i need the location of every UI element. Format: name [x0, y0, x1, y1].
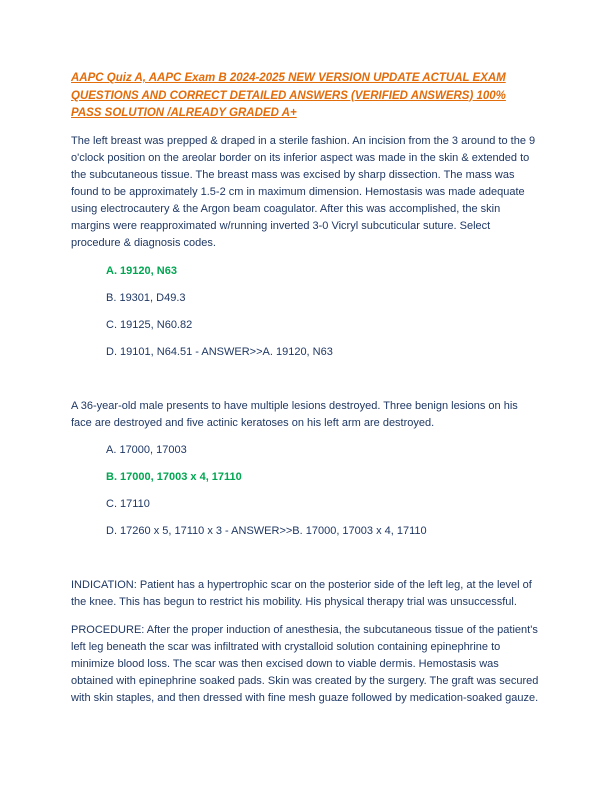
question-2-option-d: D. 17260 x 5, 17110 x 3 - ANSWER>>B. 17000, 17003 x 4, 17110 [106, 525, 427, 537]
question-1-text: The left breast was prepped & draped in a sterile fashion. An incision from the 3 around to the 9 o'clock position on the areolar border on its inferior aspect was made in the skin & extended to the subcutaneous tissue. The breast mass was excised by sharp dissection. The mass was found to be approximately 1.5-2 cm in maximum dimension. Hemostasis was made adequate using electrocautery & the Argon beam coagulator. After this was accomplished, the skin margins were reapproximated w/running inverted 3-0 Vicryl subcuticular suture. Select procedure & diagnosis codes. [71, 135, 536, 249]
question-1-option-c: C. 19125, N60.82 [106, 319, 193, 331]
question-1-option-d: D. 19101, N64.51 - ANSWER>>A. 19120, N63 [106, 346, 333, 358]
question-2-text: A 36-year-old male presents to have multiple lesions destroyed. Three benign lesions on his face are destroyed and five actinic keratoses on his left arm are destroyed. [71, 400, 518, 429]
question-3-indication: INDICATION: Patient has a hypertrophic scar on the posterior side of the left leg, at the level of the knee. This has begun to restrict his mobility. His physical therapy trial was unsuccessful. [71, 579, 532, 608]
question-2-option-b: B. 17000, 17003 x 4, 17110 [106, 471, 242, 483]
question-1-option-a: A. 19120, N63 [106, 265, 177, 277]
question-3-procedure: PROCEDURE: After the proper induction of anesthesia, the subcutaneous tissue of the patient's left leg beneath the scar was infiltrated with crystalloid solution containing epinephrine to minimize blood loss. The scar was then excised down to viable dermis. Hemostasis was obtained with epinephrine soaked pads. Skin was created by the surgery. The graft was secured with skin staples, and then dressed with fine mesh guaze followed by medication-soaked gauze. [71, 624, 539, 704]
question-1-option-b: B. 19301, D49.3 [106, 292, 186, 304]
question-2-option-c: C. 17110 [106, 498, 150, 510]
question-2-option-a: A. 17000, 17003 [106, 444, 187, 456]
document-title: AAPC Quiz A, AAPC Exam B 2024-2025 NEW VERSION UPDATE ACTUAL EXAM QUESTIONS AND CORRECT DETAILED ANSWERS (VERIFIED ANSWERS) 100% PASS SOLUTION /ALREADY GRADED A+ [71, 72, 506, 119]
